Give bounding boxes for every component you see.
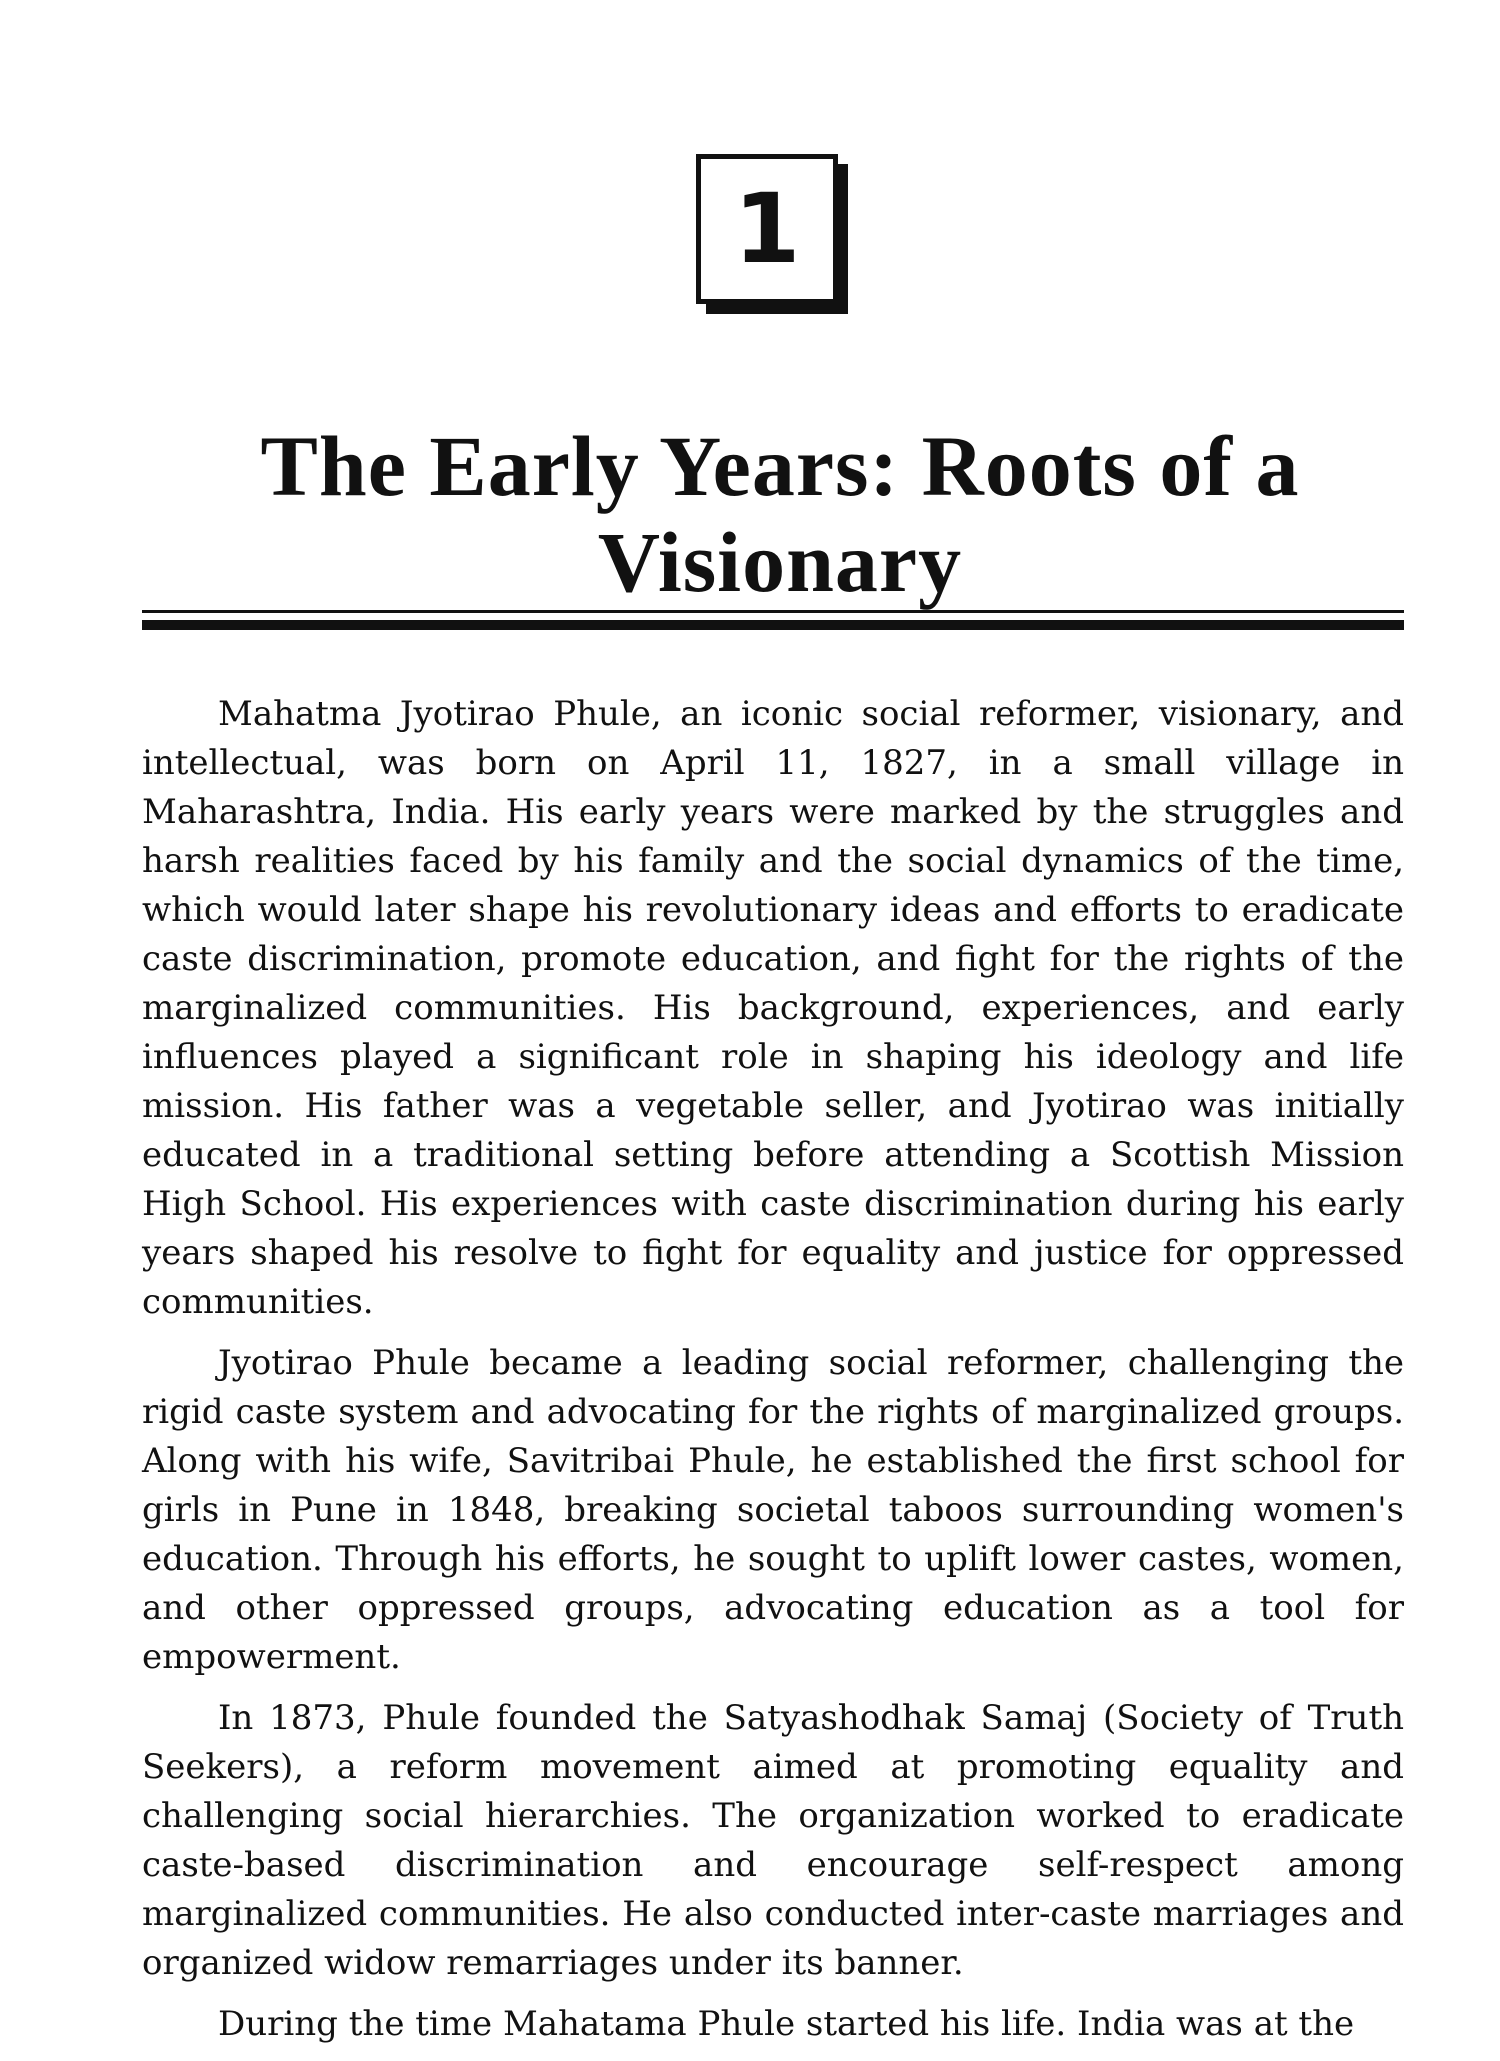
body-paragraph: In 1873, Phule founded the Satyashodhak Samaj (Society of Truth Seekers), a reform movement aimed at promoting equality and challenging social hierarchies. The organization worked to eradicate caste-based discrimination and encourage self-respect among marginalized communities. He also conducted inter-caste marriages and organized widow remarriages under its banner. [142,1698,1404,1983]
body-paragraph: Mahatma Jyotirao Phule, an iconic social reformer, visionary, and intellectual, was born on April 11, 1827, in a small village in Maharashtra, India. His early years were marked by the struggles and harsh realities faced by his family and the social dynamics of the time, which would later shape his revolutionary ideas and efforts to eradicate caste discrimination, promote education, and fight for the rights of the marginalized communities. His background, experiences, and early influences played a significant role in shaping his ideology and life mission. His father was a vegetable seller, and Jyotirao was initially educated in a traditional setting before attending a Scottish Mission High School. His experiences with caste discrimination during his early years shaped his resolve to fight for equality and justice for oppressed communities. [142,694,1404,1322]
body-paragraph: Jyotirao Phule became a leading social reformer, challenging the rigid caste system and advocating for the rights of marginalized groups. Along with his wife, Savitribai Phule, he established the first school for girls in Pune in 1848, breaking societal taboos surrounding women's education. Through his efforts, he sought to uplift lower castes, women, and other oppressed groups, advocating education as a tool for empowerment. [142,1343,1404,1677]
chapter-number-box [696,154,838,304]
title-rule-thick [142,620,1404,630]
title-rule-thin [142,610,1404,613]
chapter-number: 1 [733,173,801,285]
body-paragraph: During the time Mahatama Phule started his life. India was at the [218,2004,1355,2044]
chapter-body [142,690,1404,2061]
chapter-title: The Early Years: Roots of a Visionary [260,418,1300,610]
